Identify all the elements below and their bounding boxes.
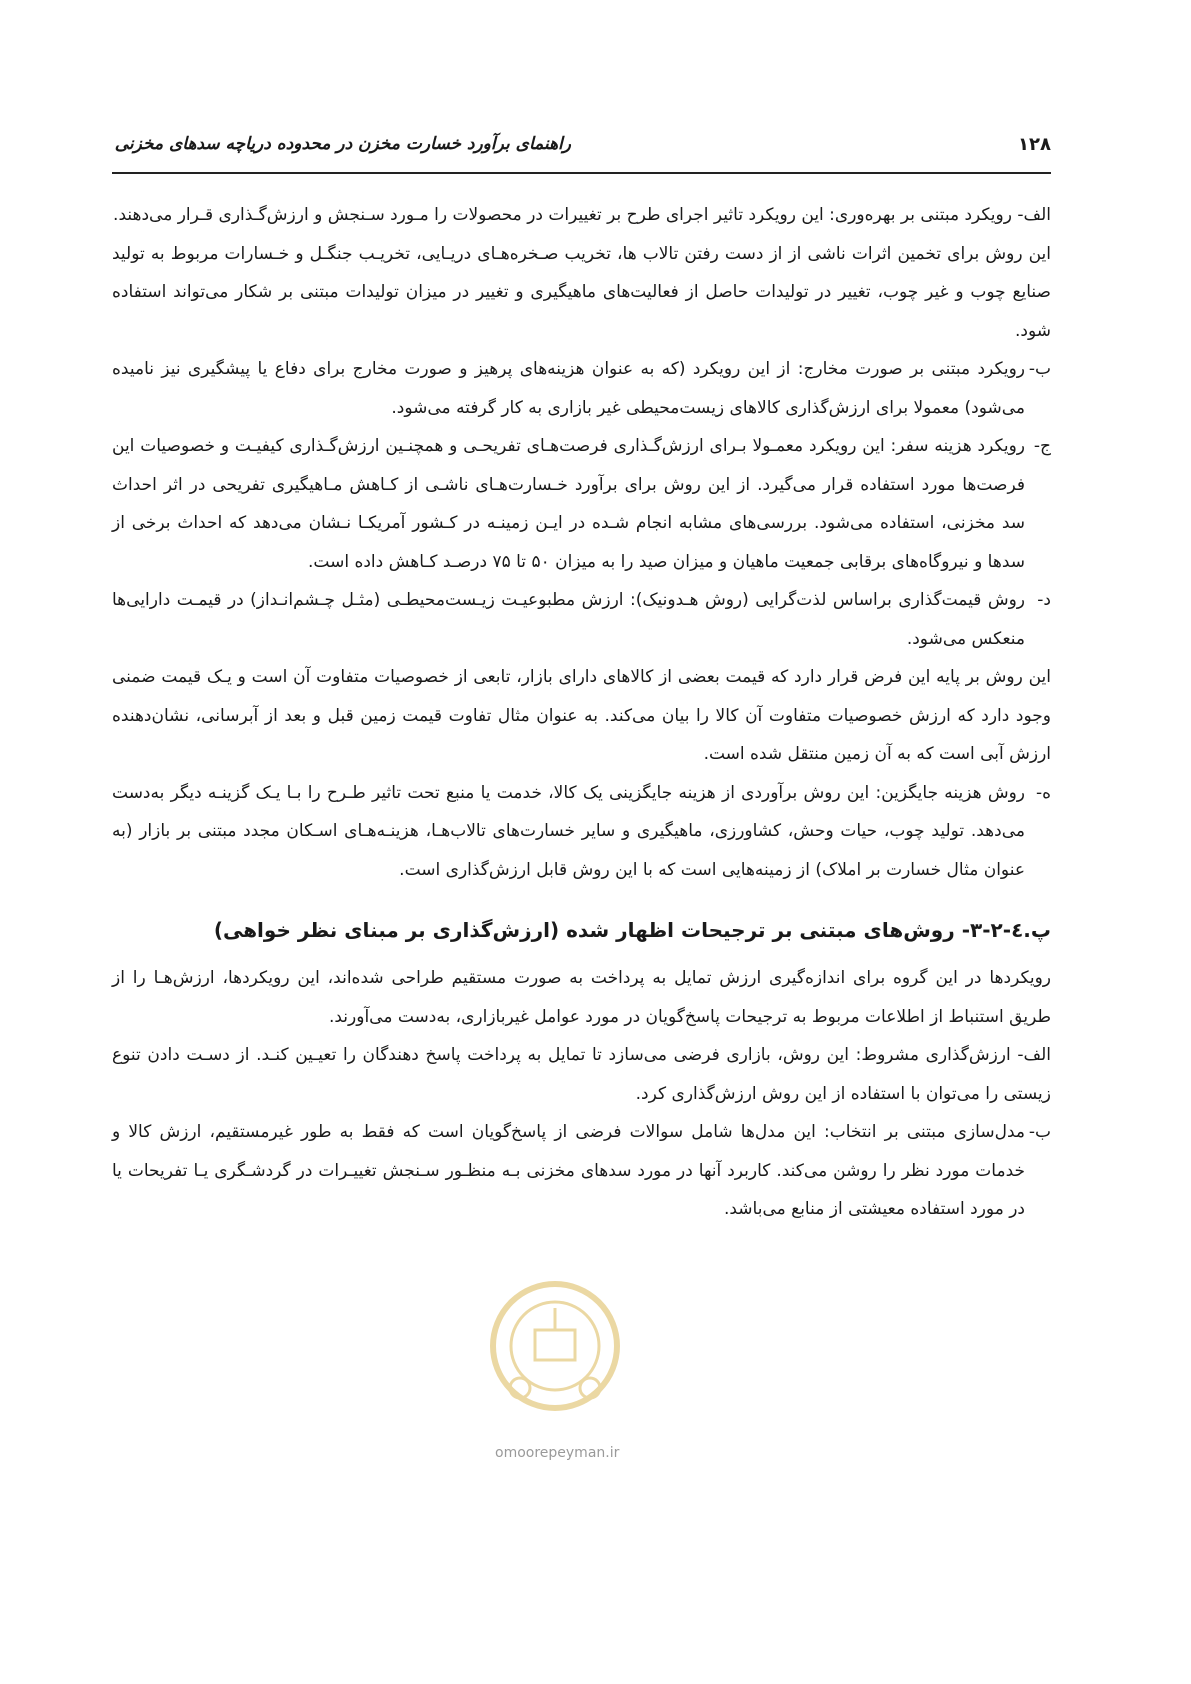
- item-marker: ه-: [1035, 782, 1051, 803]
- section-heading: پ.٤-٢-٣- روش‌های مبتنی بر ترجیحات اظهار شده (ارزش‌گذاری بر مبنای نظر خواهی): [213, 918, 1051, 942]
- watermark-seal-icon: [480, 1268, 630, 1438]
- item-marker: د-: [1037, 590, 1051, 610]
- list-item: [112, 774, 1051, 890]
- page-body: [112, 196, 1051, 1229]
- list-item: [112, 427, 1051, 581]
- page-header: [112, 128, 1051, 174]
- list-item: [112, 1113, 1051, 1229]
- paragraph: این روش برای تخمین اثرات ناشی از از دست رفتن تالاب ها، تخریب صـخره‌هـای دریـایی، تخریـب جنگـل و خـسارات مربوط به تولید صنایع چوب و غیر چوب، تغییر در تولیدات حاصل از فعالیت‌های ماهیگیری و تغییر در میزان تولیدات مبتنی بر شکار می‌تواند استفاده شود.: [112, 243, 1051, 341]
- paragraph: الف- رویکرد مبتنی بر بهره‌وری: این رویکرد تاثیر اجرای طرح بر تغییرات در محصولات را مـورد سـنجش و ارزش‌گـذاری قـرار می‌دهند.: [113, 205, 1051, 225]
- list-item: [112, 1036, 1051, 1113]
- list-item: [112, 196, 1051, 235]
- list-item: [112, 658, 1051, 774]
- paragraph: رویکرد مبتنی بر صورت مخارج: از این رویکرد (که به عنوان هزینه‌های پرهیز و صورت مخارج برای دفاع یا پیشگیری نیز نامیده می‌شود) معمولا برای ارزش‌گذاری کالاهای زیست‌محیطی غیر بازاری به کار گرفته می‌شود.: [112, 359, 1025, 418]
- paragraph: الف- ارزش‌گذاری مشروط: این روش، بازاری فرضی می‌سازد تا تمایل به پرداخت پاسخ دهندگان را تعیـین کنـد. از دسـت دادن تنوع زیستی را می‌توان با استفاده از این روش ارزش‌گذاری کرد.: [112, 1045, 1051, 1104]
- header-title: راهنمای برآورد خسارت مخزن در محدوده دریاچه سدهای مخزنی: [114, 134, 571, 154]
- watermark-text: omoorepeyman.ir: [495, 1445, 620, 1461]
- list-item: [112, 581, 1051, 658]
- item-marker: ب-: [1028, 359, 1051, 379]
- paragraph: این روش بر پایه این فرض قرار دارد که قیمت بعضی از کالاهای دارای بازار، تابعی از خصوصیات متفاوت آن است و یـک قیمت ضمنی وجود دارد که ارزش خصوصیات متفاوت آن کالا را بیان می‌کند. به عنوان مثال تفاوت قیمت زمین قبل و بعد از آبرسانی، نشان‌دهنده ارزش آبی است که به آن زمین منتقل شده است.: [112, 667, 1051, 764]
- paragraph: روش هزینه جایگزین: این روش برآوردی از هزینه جایگزینی یک کالا، خدمت یا منبع تحت تاثیر طـرح را بـا یـک گزینـه دیگر به‌دست می‌دهد. تولید چوب، حیات وحش، کشاورزی، ماهیگیری و سایر خسارت‌های تالاب‌هـا، هزینـه‌هـای اسـکان مجدد مبتنی بر بازار (به عنوان مثال خسارت بر املاک) از زمینه‌هایی است که با این روش قابل ارزش‌گذاری است.: [112, 782, 1025, 880]
- list-item: [112, 235, 1051, 351]
- section-intro: رویکردها در این گروه برای اندازه‌گیری ارزش تمایل به پرداخت به صورت مستقیم طراحی شده‌اند، این رویکردها، ارزش‌هـا را از طریق استنباط از اطلاعات مربوط به ترجیحات پاسخ‌گویان در مورد عوامل غیربازاری، به‌دست می‌آورند.: [112, 968, 1051, 1027]
- list-item: [112, 350, 1051, 427]
- item-marker: ب-: [1028, 1122, 1051, 1142]
- paragraph: رویکرد هزینه سفر: این رویکرد معمـولا بـرای ارزش‌گـذاری فرصت‌هـای تفریحـی و همچنـین ارزش‌گـذاری کیفیـت و خصوصیات این فرصت‌ها مورد استفاده قرار می‌گیرد. از این روش برای برآورد خـسارت‌هـای ناشـی از کـاهش مـاهیگیری تفریحی در اثر احداث سد مخزنی، استفاده می‌شود. بررسی‌های مشابه انجام شـده در ایـن زمینـه در کـشور آمریکـا نـشان می‌دهد که احداث برخی از سدها و نیروگاه‌های برقابی جمعیت ماهیان و میزان صید را به میزان ۵۰ تا ۷۵ درصـد کـاهش داده است.: [112, 436, 1025, 572]
- paragraph: روش قیمت‌گذاری براساس لذت‌گرایی (روش هـدونیک): ارزش مطبوعیـت زیـست‌محیطـی (مثـل چـشم‌انـداز) در قیمـت دارایی‌ها منعکس می‌شود.: [112, 590, 1025, 649]
- paragraph: مدل‌سازی مبتنی بر انتخاب: این مدل‌ها شامل سوالات فرضی از پاسخ‌گویان است که فقط به طور غیرمستقیم، ارزش کالا و خدمات مورد نظر را روشن می‌کند. کاربرد آنها در مورد سدهای مخزنی بـه منظـور سـنجش تغییـرات در گردشـگری یـا تفریحات یا در مورد استفاده معیشتی از منابع می‌باشد.: [112, 1122, 1025, 1219]
- page-number: ۱۲۸: [1018, 134, 1051, 155]
- item-marker: ج-: [1033, 436, 1051, 456]
